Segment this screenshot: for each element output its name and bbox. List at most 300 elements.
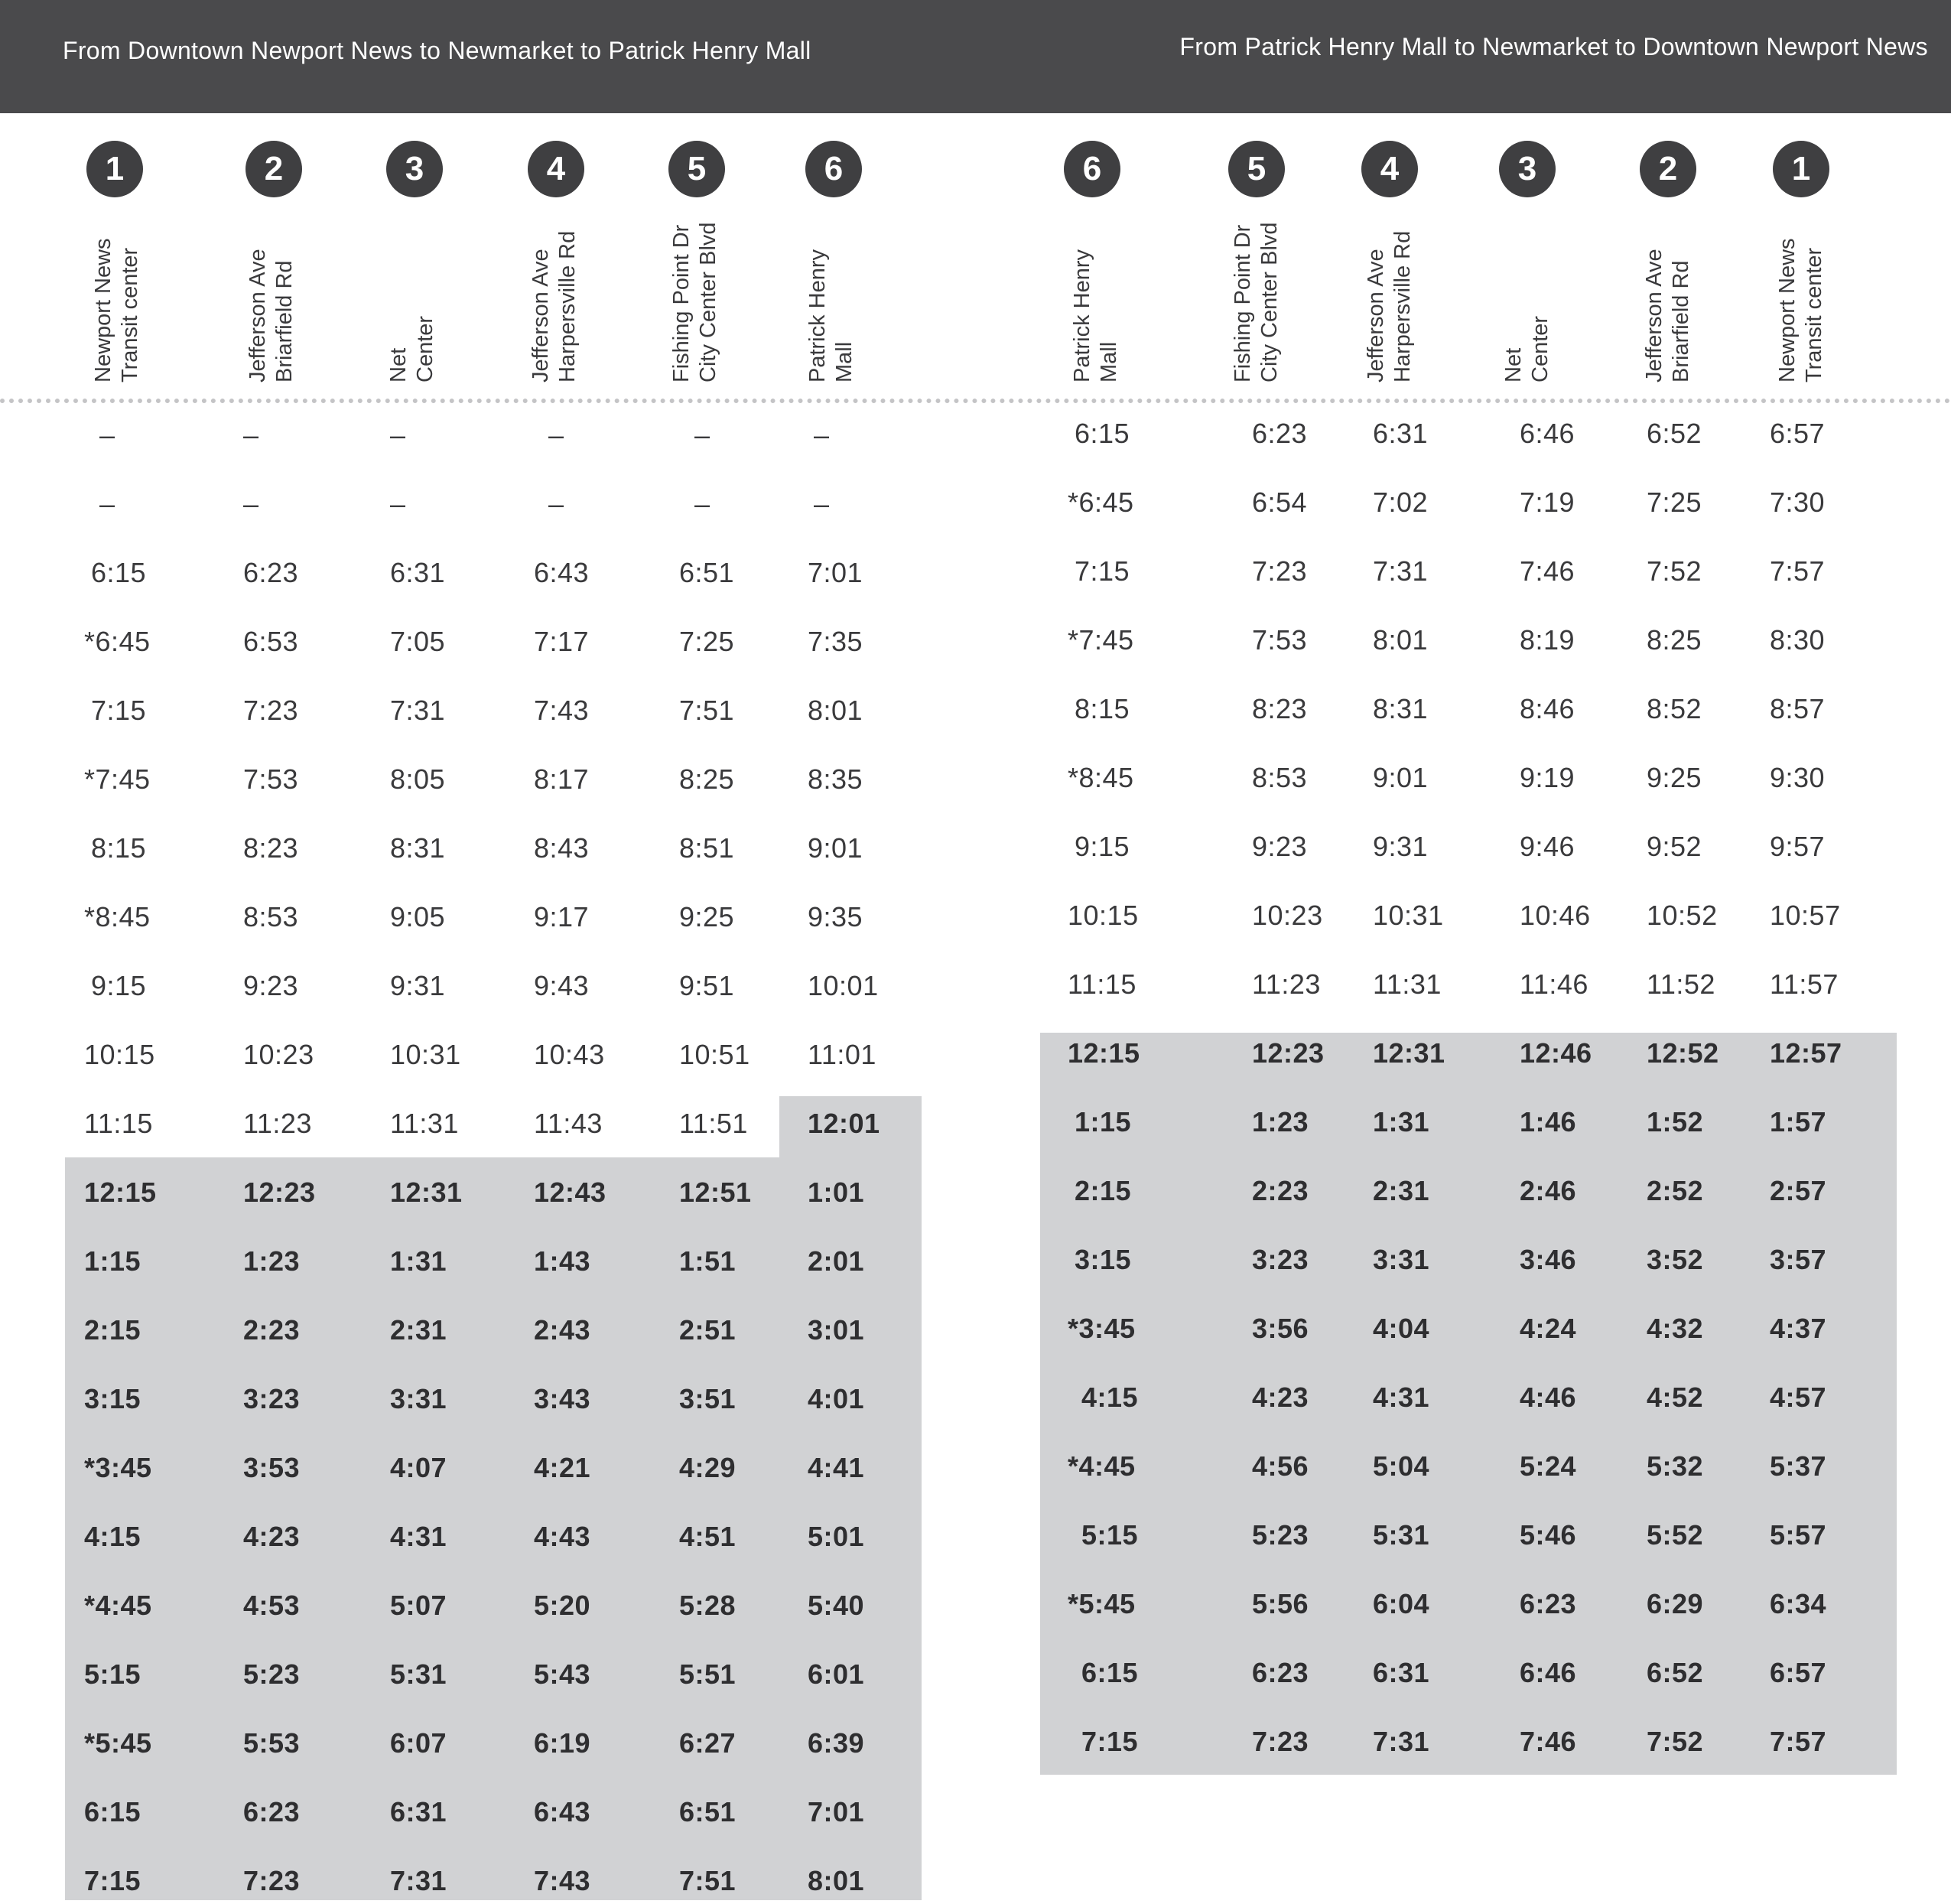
time-cell: 8:31 [1373,693,1429,724]
time-cell: 2:57 [1770,1175,1827,1206]
time-cell: 8:53 [1252,762,1308,793]
time-cell: 8:25 [1647,624,1702,656]
inbound-direction-title: From Patrick Henry Mall to Newmarket to Downtown Newport News [1179,33,1928,60]
time-cell: 1:15 [84,1245,141,1277]
time-cell: *7:45 [1068,624,1134,656]
time-cell: 6:54 [1252,487,1308,518]
time-cell: 6:15 [91,557,147,588]
time-cell: 5:23 [1252,1519,1309,1551]
time-cell: 11:31 [1373,968,1442,1000]
time-cell: 2:01 [808,1245,865,1277]
time-cell: 6:23 [1252,418,1308,449]
time-cell: 9:25 [1647,762,1702,793]
time-cell: 3:15 [1075,1244,1132,1275]
time-cell: 4:01 [808,1383,865,1414]
stop-number-badge: 1 [86,141,143,197]
time-cell: 5:56 [1252,1588,1309,1619]
stop-name-line: Transit center [1802,247,1826,382]
time-cell: 10:31 [390,1039,461,1070]
time-cell: 12:31 [390,1177,463,1208]
time-cell: 4:24 [1520,1313,1577,1344]
time-cell: 7:15 [84,1865,141,1896]
time-cell: 11:23 [1252,968,1321,1000]
time-cell: 6:46 [1520,418,1575,449]
time-cell: *4:45 [84,1590,152,1621]
time-cell: 6:57 [1770,1657,1827,1688]
time-cell: 6:01 [808,1658,865,1690]
time-cell: 1:46 [1520,1106,1577,1138]
time-cell: 9:30 [1770,762,1826,793]
inbound-pm-shading [1040,1033,1897,1775]
stop-number-badge: 1 [1773,141,1829,197]
time-cell: 4:37 [1770,1313,1827,1344]
time-cell: 8:46 [1520,693,1575,724]
time-cell: 4:52 [1647,1382,1704,1413]
time-cell: *6:45 [84,626,151,657]
time-cell: 7:23 [1252,1726,1309,1757]
time-cell: 5:04 [1373,1450,1430,1482]
time-cell: 3:46 [1520,1244,1577,1275]
time-cell: 11:23 [243,1108,312,1139]
stop-number-badge: 2 [246,141,302,197]
stop-name-line: Mall [1097,341,1121,382]
time-cell: 9:46 [1520,831,1575,862]
time-cell: 11:43 [534,1108,603,1139]
stop-name-line: Net [386,347,411,382]
time-cell: 6:29 [1647,1588,1704,1619]
time-cell: – [243,488,259,519]
time-cell: 2:51 [679,1314,737,1346]
time-cell: 10:43 [534,1039,605,1070]
time-cell: 8:05 [390,763,446,795]
time-cell: 5:57 [1770,1519,1827,1551]
time-cell: *3:45 [84,1452,152,1483]
time-cell: 11:15 [84,1108,153,1139]
time-cell: 12:31 [1373,1037,1445,1069]
time-cell: 12:46 [1520,1037,1592,1069]
time-cell: 11:52 [1647,968,1715,1000]
time-cell: 7:23 [243,1865,301,1896]
time-cell: 7:43 [534,1865,591,1896]
time-cell: 6:04 [1373,1588,1430,1619]
time-cell: 5:37 [1770,1450,1827,1482]
time-cell: 7:19 [1520,487,1575,518]
time-cell: 2:23 [1252,1175,1309,1206]
time-cell: 7:53 [1252,624,1308,656]
time-cell: 3:23 [243,1383,301,1414]
time-cell: 6:23 [1252,1657,1309,1688]
time-cell: 4:43 [534,1521,591,1552]
time-cell: 7:25 [679,626,735,657]
time-cell: 4:07 [390,1452,447,1483]
time-cell: 9:52 [1647,831,1702,862]
time-cell: 11:46 [1520,968,1588,1000]
time-cell: 12:57 [1770,1037,1842,1069]
time-cell: 5:07 [390,1590,447,1621]
time-cell: – [99,488,115,519]
stop-name-line: Newport News [91,238,115,382]
time-cell: 3:31 [390,1383,447,1414]
stop-number-badge: 4 [1361,141,1418,197]
time-cell: 8:15 [1075,693,1130,724]
time-cell: 8:01 [808,695,863,726]
time-cell: 8:31 [390,832,446,864]
time-cell: 2:23 [243,1314,301,1346]
time-cell: 7:51 [679,1865,737,1896]
time-cell: 2:15 [1075,1175,1132,1206]
stop-name-line: Jefferson Ave [1364,249,1388,382]
time-cell: *5:45 [84,1727,152,1759]
time-cell: 9:01 [1373,762,1429,793]
time-cell: 12:01 [808,1108,880,1139]
time-cell: 7:31 [390,1865,447,1896]
time-cell: 7:25 [1647,487,1702,518]
time-cell: 3:51 [679,1383,737,1414]
time-cell: 9:31 [390,970,446,1001]
stop-name-line: City Center Blvd [1257,222,1282,382]
time-cell: 4:51 [679,1521,737,1552]
time-cell: 4:29 [679,1452,737,1483]
time-cell: 5:40 [808,1590,865,1621]
time-cell: 8:15 [91,832,147,864]
time-cell: 6:23 [243,557,299,588]
stop-name-line: Briarfield Rd [1669,260,1693,382]
time-cell: 2:52 [1647,1175,1704,1206]
stop-name-line: Fishing Point Dr [1231,224,1255,382]
time-cell: 7:15 [1081,1726,1139,1757]
time-cell: 2:15 [84,1314,141,1346]
stop-number-badge: 4 [528,141,584,197]
time-cell: 1:57 [1770,1106,1827,1138]
time-cell: 5:01 [808,1521,865,1552]
time-cell: – [548,488,564,519]
time-cell: 4:41 [808,1452,865,1483]
time-cell: 9:15 [91,970,147,1001]
time-cell: 10:46 [1520,900,1591,931]
time-cell: 7:35 [808,626,863,657]
time-cell: 6:53 [243,626,299,657]
time-cell: – [390,488,406,519]
time-cell: 10:15 [84,1039,155,1070]
time-cell: 6:23 [243,1796,301,1828]
time-cell: 8:35 [808,763,863,795]
time-cell: 5:23 [243,1658,301,1690]
stop-name-line: Jefferson Ave [528,249,553,382]
time-cell: 4:53 [243,1590,301,1621]
time-cell: 5:20 [534,1590,591,1621]
time-cell: 7:17 [534,626,590,657]
time-cell: 10:23 [243,1039,314,1070]
stop-number-badge: 5 [668,141,725,197]
time-cell: 5:53 [243,1727,301,1759]
time-cell: 5:46 [1520,1519,1577,1551]
time-cell: 7:57 [1770,1726,1827,1757]
time-cell: 9:05 [390,901,446,932]
time-cell: 7:30 [1770,487,1826,518]
time-cell: 7:23 [243,695,299,726]
time-cell: 4:23 [243,1521,301,1552]
time-cell: 3:01 [808,1314,865,1346]
time-cell: 9:25 [679,901,735,932]
time-cell: – [243,419,259,451]
time-cell: 6:39 [808,1727,865,1759]
time-cell: 7:53 [243,763,299,795]
time-cell: 6:27 [679,1727,737,1759]
time-cell: 6:46 [1520,1657,1577,1688]
time-cell: 10:52 [1647,900,1718,931]
time-cell: *8:45 [84,901,151,932]
time-cell: 5:24 [1520,1450,1577,1482]
time-cell: 6:07 [390,1727,447,1759]
time-cell: 9:35 [808,901,863,932]
time-cell: 9:23 [243,970,299,1001]
stop-name-line: Jefferson Ave [1642,249,1666,382]
time-cell: 8:57 [1770,693,1826,724]
time-cell: 4:31 [1373,1382,1430,1413]
time-cell: 9:01 [808,832,863,864]
time-cell: 8:23 [1252,693,1308,724]
stop-name-line: Center [1528,315,1553,382]
stop-name-label [528,107,587,382]
time-cell: 11:31 [390,1108,459,1139]
stop-number-badge: 5 [1228,141,1285,197]
stop-name-label [1501,107,1560,382]
time-cell: 4:46 [1520,1382,1577,1413]
time-cell: – [390,419,406,451]
time-cell: 1:51 [679,1245,737,1277]
time-cell: 7:52 [1647,555,1702,587]
time-cell: 7:05 [390,626,446,657]
time-cell: 7:51 [679,695,735,726]
time-cell: 8:30 [1770,624,1826,656]
stop-name-line: Harpersville Rd [1390,230,1415,382]
time-cell: 2:31 [1373,1175,1430,1206]
time-cell: 7:15 [91,695,147,726]
time-cell: 4:32 [1647,1313,1704,1344]
time-cell: 7:15 [1075,555,1130,587]
time-cell: 5:15 [84,1658,141,1690]
time-cell: – [548,419,564,451]
time-cell: 8:01 [808,1865,865,1896]
time-cell: *7:45 [84,763,151,795]
stop-name-line: Transit center [118,247,142,382]
time-cell: 3:43 [534,1383,591,1414]
time-cell: 6:52 [1647,1657,1704,1688]
stop-name-label [1641,107,1701,382]
time-cell: 9:31 [1373,831,1429,862]
time-cell: 6:23 [1520,1588,1577,1619]
time-cell: 4:21 [534,1452,591,1483]
stop-number-badge: 3 [1499,141,1556,197]
time-cell: 3:56 [1252,1313,1309,1344]
time-cell: – [694,488,710,519]
stop-number-badge: 6 [1064,141,1120,197]
stop-name-label [1363,107,1423,382]
stop-number-badge: 3 [386,141,443,197]
time-cell: 3:15 [84,1383,141,1414]
stop-name-line: Patrick Henry [1070,249,1094,382]
time-cell: 11:51 [679,1108,748,1139]
time-cell: – [694,419,710,451]
time-cell: 10:23 [1252,900,1323,931]
time-cell: 12:15 [84,1177,157,1208]
time-cell: 6:15 [1081,1657,1139,1688]
time-cell: 4:15 [84,1521,141,1552]
time-cell: 6:34 [1770,1588,1827,1619]
time-cell: 5:51 [679,1658,737,1690]
time-cell: 6:19 [534,1727,591,1759]
time-cell: 9:57 [1770,831,1826,862]
time-cell: 2:46 [1520,1175,1577,1206]
time-cell: – [99,419,115,451]
stop-name-label [90,107,150,382]
time-cell: 11:15 [1068,968,1136,1000]
stop-name-line: Newport News [1775,238,1800,382]
time-cell: 4:04 [1373,1313,1430,1344]
time-cell: 1:52 [1647,1106,1704,1138]
time-cell: 6:43 [534,1796,591,1828]
time-cell: *8:45 [1068,762,1134,793]
time-cell: 3:53 [243,1452,301,1483]
stop-name-line: Fishing Point Dr [669,224,694,382]
stop-name-label [245,107,304,382]
time-cell: 1:31 [1373,1106,1430,1138]
time-cell: 11:01 [808,1039,876,1070]
time-cell: 5:43 [534,1658,591,1690]
time-cell: *3:45 [1068,1313,1136,1344]
stop-name-label [1774,107,1834,382]
outbound-pm-shading [65,1157,922,1900]
time-cell: 3:52 [1647,1244,1704,1275]
time-cell: 1:15 [1075,1106,1132,1138]
time-cell: 3:31 [1373,1244,1430,1275]
time-cell: 6:31 [390,1796,447,1828]
stop-name-label [805,107,864,382]
time-cell: 3:23 [1252,1244,1309,1275]
time-cell: 8:19 [1520,624,1575,656]
time-cell: 9:43 [534,970,590,1001]
time-cell: 8:52 [1647,693,1702,724]
stop-name-line: Harpersville Rd [555,230,580,382]
time-cell: 7:31 [1373,1726,1430,1757]
time-cell: 12:51 [679,1177,752,1208]
time-cell: 7:01 [808,557,863,588]
time-cell: 7:31 [1373,555,1429,587]
header-divider [0,399,1951,403]
time-cell: 7:02 [1373,487,1429,518]
time-cell: 8:51 [679,832,735,864]
time-cell: 4:56 [1252,1450,1309,1482]
time-cell: 5:28 [679,1590,737,1621]
time-cell: *5:45 [1068,1588,1136,1619]
stop-name-line: Briarfield Rd [272,260,297,382]
time-cell: 12:15 [1068,1037,1140,1069]
time-cell: 9:19 [1520,762,1575,793]
stop-name-line: Net [1501,347,1526,382]
time-cell: 12:52 [1647,1037,1719,1069]
time-cell: 5:32 [1647,1450,1704,1482]
time-cell: 12:23 [1252,1037,1325,1069]
stop-number-badge: 2 [1640,141,1696,197]
time-cell: 8:01 [1373,624,1429,656]
time-cell: 1:23 [1252,1106,1309,1138]
time-cell: 8:43 [534,832,590,864]
time-cell: 1:43 [534,1245,591,1277]
stop-name-line: Mall [832,341,857,382]
time-cell: 6:15 [84,1796,141,1828]
time-cell: 9:15 [1075,831,1130,862]
time-cell: 5:52 [1647,1519,1704,1551]
time-cell: *4:45 [1068,1450,1136,1482]
time-cell: 6:15 [1075,418,1130,449]
time-cell: 6:31 [390,557,446,588]
time-cell: 6:51 [679,557,735,588]
time-cell: 7:23 [1252,555,1308,587]
time-cell: 11:57 [1770,968,1839,1000]
time-cell: 4:23 [1252,1382,1309,1413]
time-cell: 10:57 [1770,900,1841,931]
stop-name-label [1069,107,1129,382]
time-cell: 1:23 [243,1245,301,1277]
time-cell: 6:31 [1373,1657,1430,1688]
time-cell: 10:15 [1068,900,1139,931]
stop-name-line: City Center Blvd [696,222,720,382]
time-cell: 6:57 [1770,418,1826,449]
time-cell: 6:52 [1647,418,1702,449]
time-cell: 1:01 [808,1177,865,1208]
time-cell: 8:23 [243,832,299,864]
time-cell: 5:31 [1373,1519,1430,1551]
time-cell: 10:01 [808,970,879,1001]
time-cell: 10:51 [679,1039,750,1070]
header-bar [0,0,1951,113]
stop-number-badge: 6 [805,141,862,197]
time-cell: 1:31 [390,1245,447,1277]
time-cell: – [814,419,830,451]
time-cell: 3:57 [1770,1244,1827,1275]
time-cell: 7:31 [390,695,446,726]
time-cell: 7:46 [1520,1726,1577,1757]
time-cell: 10:31 [1373,900,1444,931]
time-cell: 4:31 [390,1521,447,1552]
time-cell: 8:17 [534,763,590,795]
time-cell: 2:43 [534,1314,591,1346]
time-cell: 7:43 [534,695,590,726]
time-cell: 6:51 [679,1796,737,1828]
time-cell: 7:01 [808,1796,865,1828]
stop-name-line: Jefferson Ave [246,249,270,382]
time-cell: 6:31 [1373,418,1429,449]
time-cell: 12:23 [243,1177,316,1208]
time-cell: *6:45 [1068,487,1134,518]
time-cell: 5:15 [1081,1519,1139,1551]
time-cell: 4:57 [1770,1382,1827,1413]
time-cell: 7:46 [1520,555,1575,587]
time-cell: 8:25 [679,763,735,795]
time-cell: 9:23 [1252,831,1308,862]
time-cell: 12:43 [534,1177,606,1208]
time-cell: 9:17 [534,901,590,932]
time-cell: – [814,488,830,519]
time-cell: 7:57 [1770,555,1826,587]
stop-name-label [1230,107,1289,382]
outbound-direction-title: From Downtown Newport News to Newmarket to Patrick Henry Mall [63,37,811,64]
time-cell: 2:31 [390,1314,447,1346]
time-cell: 7:52 [1647,1726,1704,1757]
time-cell: 8:53 [243,901,299,932]
stop-name-line: Center [413,315,437,382]
time-cell: 9:51 [679,970,735,1001]
